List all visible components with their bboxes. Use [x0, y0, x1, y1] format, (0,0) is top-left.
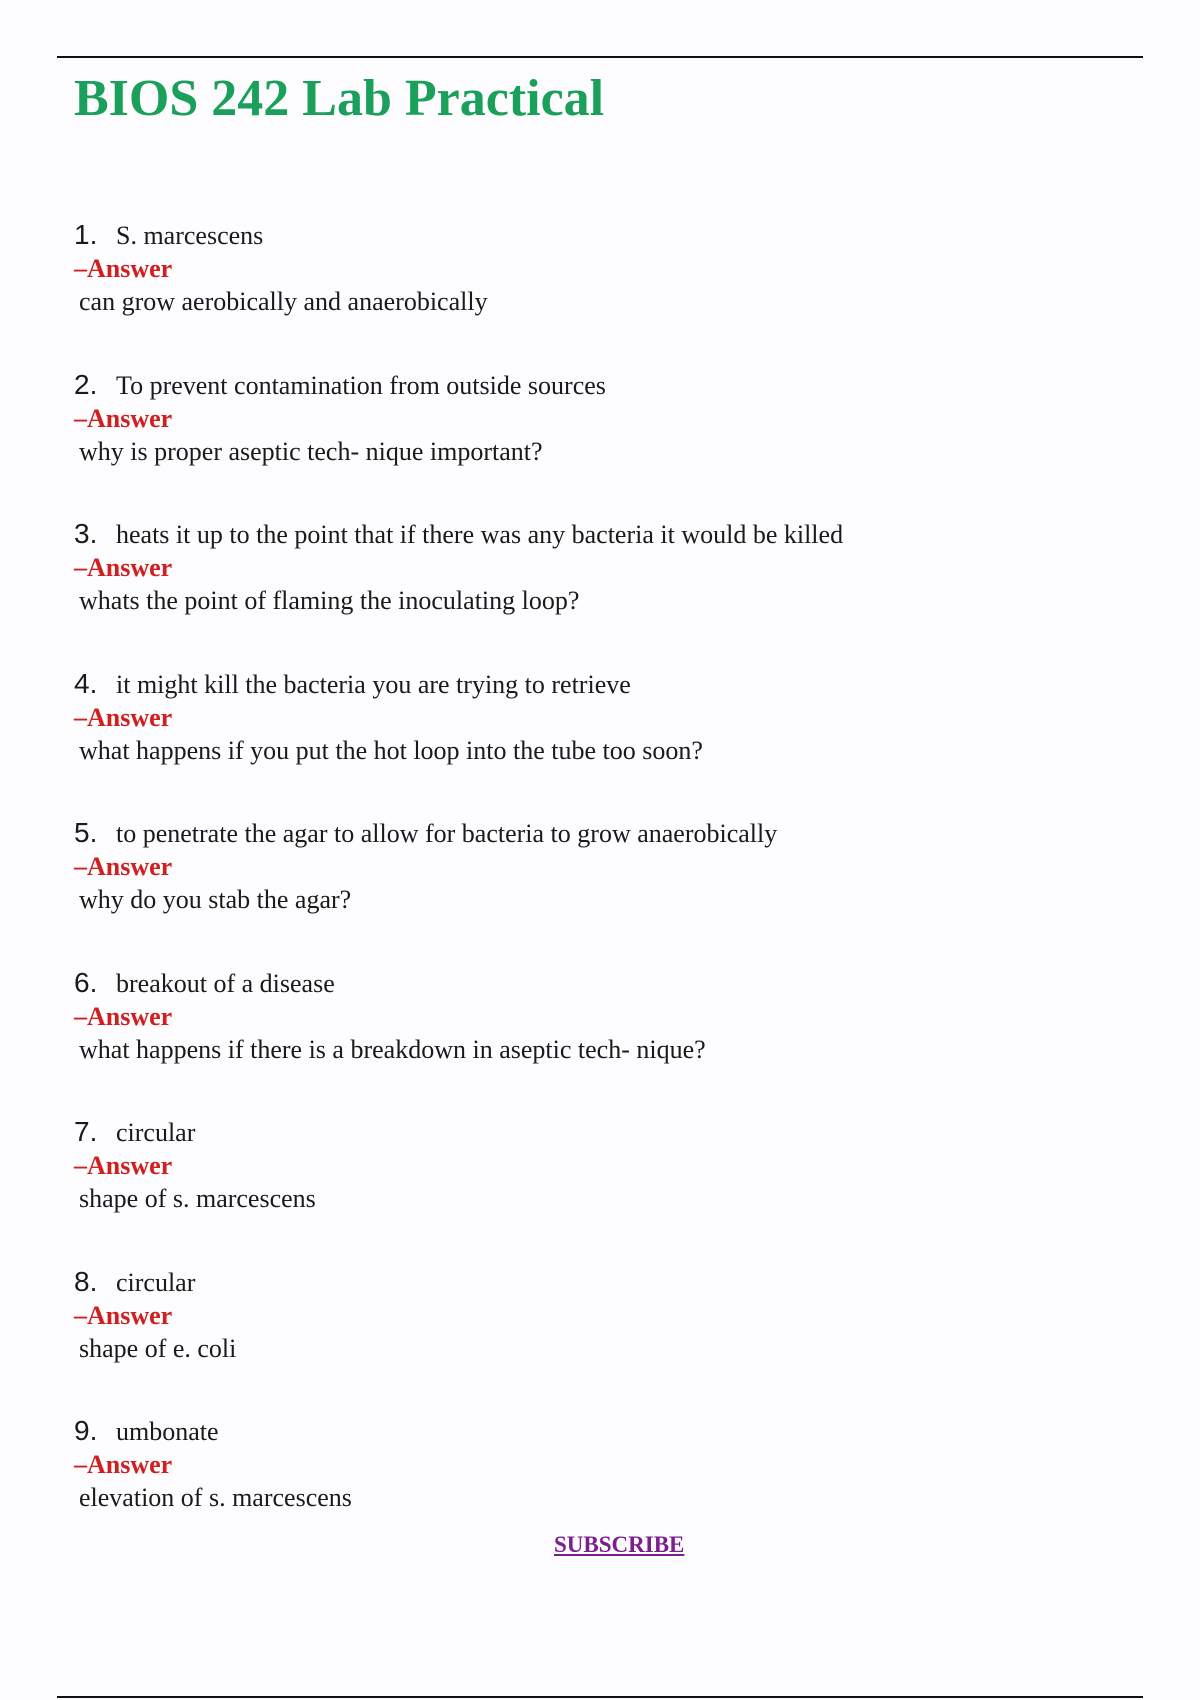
question-number: 1. [74, 219, 98, 250]
question-number: 4. [74, 667, 98, 699]
question-line [74, 368, 1124, 403]
answer-text: why do you stab the agar? [79, 885, 352, 914]
question-text: breakout of a disease [116, 968, 335, 998]
qa-item-5 [74, 816, 1124, 966]
answer-label: –Answer [74, 1300, 173, 1330]
question-line [74, 1265, 1124, 1300]
qa-item-7 [74, 1115, 1124, 1265]
question-text: heats it up to the point that if there was any bacteria it would be killed [116, 520, 844, 549]
qa-item-8 [74, 1265, 1124, 1415]
question-number: 9. [74, 1415, 98, 1446]
answer-text: elevation of s. marcescens [79, 1483, 352, 1512]
question-number: 3. [74, 518, 98, 549]
question-text: S. marcescens [116, 221, 264, 250]
question-number: 5. [74, 817, 98, 848]
answer-text: can grow aerobically and anaerobically [79, 287, 488, 316]
question-number: 7. [74, 1116, 98, 1147]
bottom-divider [57, 1696, 1143, 1698]
qa-item-2 [74, 368, 1124, 518]
question-text: circular [116, 1267, 196, 1297]
question-line [74, 1115, 1124, 1150]
answer-label: –Answer [74, 852, 173, 881]
question-line [74, 816, 1124, 851]
question-text: umbonate [116, 1417, 219, 1446]
question-line [74, 966, 1124, 1001]
question-text: circular [116, 1118, 196, 1147]
question-line [74, 1414, 1124, 1449]
answer-label: –Answer [74, 403, 173, 433]
answer-text: what happens if there is a breakdown in aseptic tech- nique? [79, 1034, 706, 1064]
answer-text: why is proper aseptic tech- nique important? [79, 436, 543, 466]
qa-item-4 [74, 667, 1124, 817]
qa-list [74, 218, 1124, 1564]
question-text: it might kill the bacteria you are trying to retrieve [116, 669, 631, 699]
question-number: 8. [74, 1265, 98, 1297]
answer-label: –Answer [74, 1001, 173, 1031]
qa-item-3 [74, 517, 1124, 667]
answer-text: shape of s. marcescens [79, 1184, 316, 1213]
top-divider [57, 56, 1143, 58]
subscribe-link[interactable]: SUBSCRIBE [554, 1532, 685, 1557]
question-line [74, 517, 1124, 552]
question-line [74, 218, 1124, 253]
answer-label: –Answer [74, 1151, 173, 1180]
answer-text: whats the point of flaming the inoculating loop? [79, 586, 580, 615]
qa-item-1 [74, 218, 1124, 368]
answer-label: –Answer [74, 702, 173, 732]
answer-label: –Answer [74, 553, 173, 582]
question-line [74, 667, 1124, 702]
answer-text: shape of e. coli [79, 1333, 237, 1363]
qa-item-6 [74, 966, 1124, 1116]
answer-label: –Answer [74, 254, 173, 283]
answer-text: what happens if you put the hot loop into the tube too soon? [79, 735, 703, 765]
page-title: BIOS 242 Lab Practical [74, 70, 605, 127]
question-number: 6. [74, 966, 98, 998]
question-number: 2. [74, 368, 98, 400]
question-text: to penetrate the agar to allow for bacteria to grow anaerobically [116, 819, 778, 848]
question-text: To prevent contamination from outside sources [116, 370, 606, 400]
answer-label: –Answer [74, 1450, 173, 1479]
